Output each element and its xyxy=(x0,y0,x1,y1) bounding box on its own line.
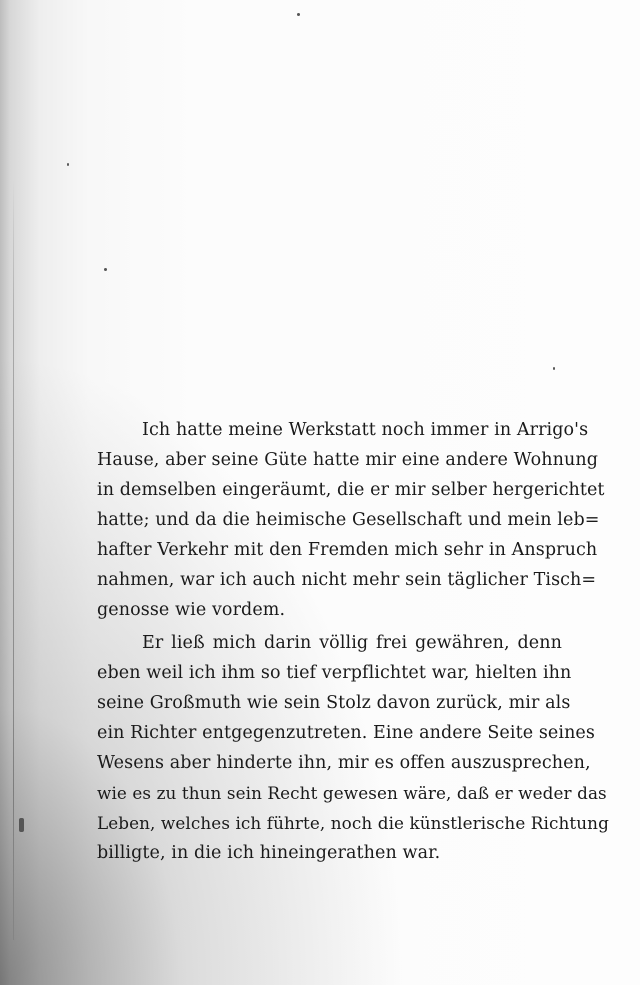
ink-speck xyxy=(104,268,107,271)
ink-speck xyxy=(297,13,300,16)
text-line: hafter Verkehr mit den Fremden mich sehr in Anspruch xyxy=(97,540,598,560)
text-line: Hause, aber seine Güte hatte mir eine andere Wohnung xyxy=(97,450,598,470)
text-line: seine Großmuth wie sein Stolz davon zurück, mir als xyxy=(97,693,571,713)
text-line: billigte, in die ich hineingerathen war. xyxy=(97,843,441,863)
text-line: nahmen, war ich auch nicht mehr sein täglicher Tisch= xyxy=(97,570,597,590)
text-line: eben weil ich ihm so tief verpflichtet war, hielten ihn xyxy=(97,663,572,683)
text-line: wie es zu thun sein Recht gewesen wäre, daß er weder das xyxy=(97,783,607,803)
ink-speck xyxy=(553,367,555,370)
text-line: genosse wie vordem. xyxy=(97,600,286,620)
page-edge-shadow xyxy=(13,180,14,940)
ink-speck xyxy=(67,163,69,166)
text-line: Wesens aber hinderte ihn, mir es offen auszusprechen, xyxy=(97,753,591,773)
ink-speck xyxy=(19,818,24,832)
text-line: Er ließ mich darin völlig frei gewähren, denn xyxy=(142,633,562,653)
text-line: Ich hatte meine Werkstatt noch immer in Arrigo's xyxy=(142,420,589,440)
text-line: in demselben eingeräumt, die er mir selber hergerichtet xyxy=(97,480,605,500)
text-line: Leben, welches ich führte, noch die künstlerische Richtung xyxy=(97,813,609,833)
text-line: ein Richter entgegenzutreten. Eine andere Seite seines xyxy=(97,723,595,743)
text-line: hatte; und da die heimische Gesellschaft und mein leb= xyxy=(97,510,600,530)
